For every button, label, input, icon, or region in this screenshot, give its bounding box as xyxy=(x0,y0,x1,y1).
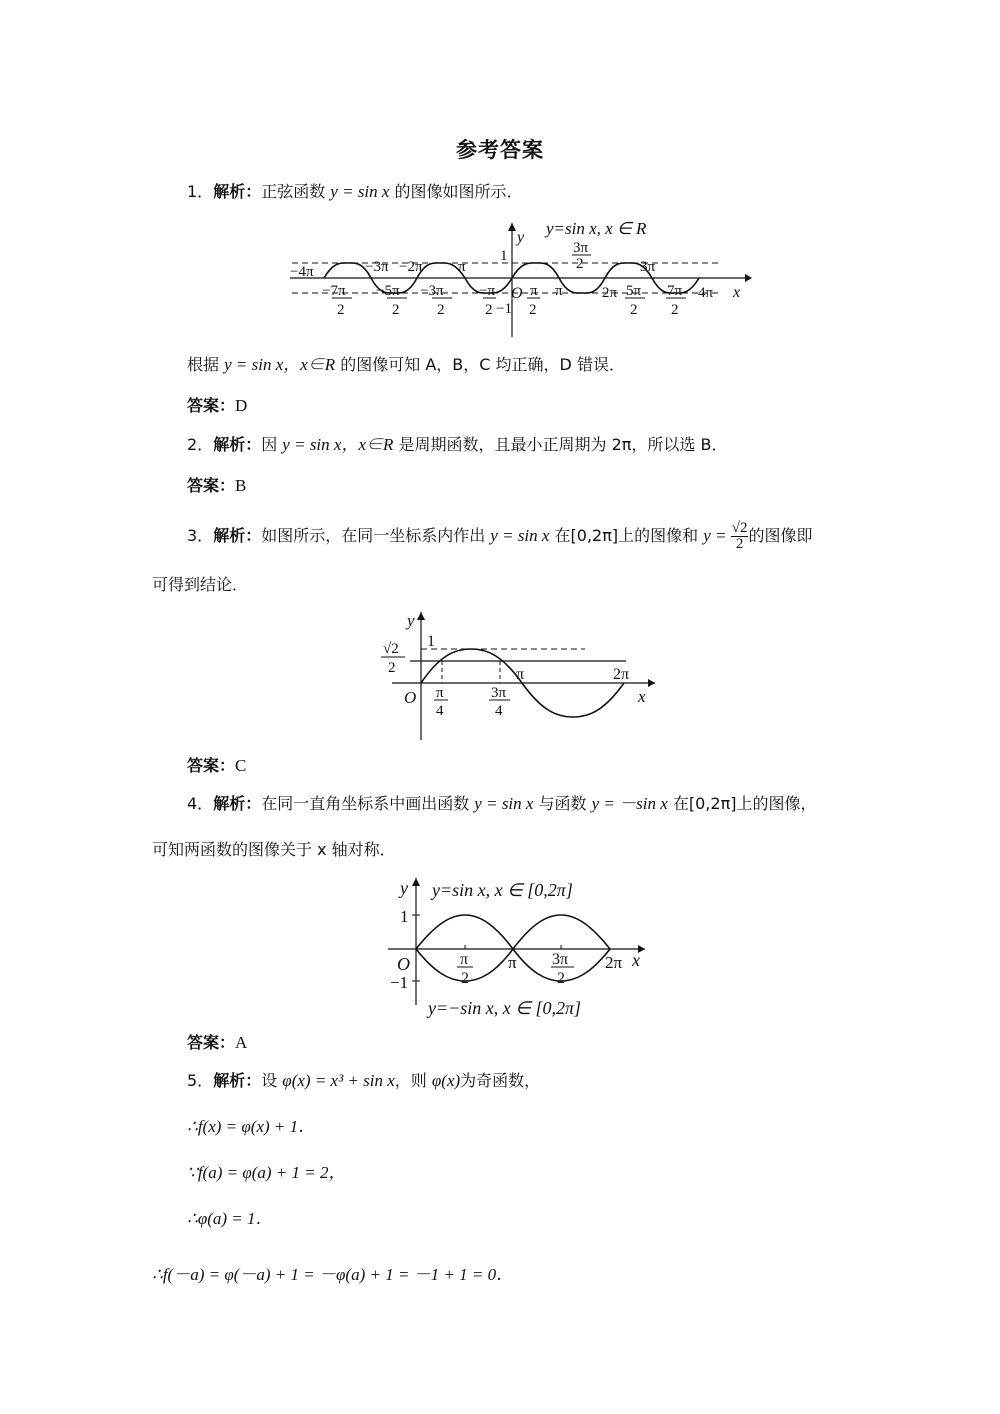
svg-text:1: 1 xyxy=(400,907,409,926)
svg-text:2: 2 xyxy=(392,302,400,318)
svg-text:2π: 2π xyxy=(602,285,618,301)
math-expression: y = sin x，x∈R xyxy=(282,435,394,454)
text: 在[0,2π]上的图像， xyxy=(667,794,817,813)
q2-answer xyxy=(187,475,246,497)
math-expression: y = sin x xyxy=(330,182,390,201)
svg-text:2: 2 xyxy=(557,970,565,987)
svg-text:π: π xyxy=(530,283,538,299)
answer-label: 答案： xyxy=(187,1033,236,1052)
math-expression: y = sin x，x∈R xyxy=(224,355,336,374)
svg-text:−3π: −3π xyxy=(420,283,444,299)
svg-text:2: 2 xyxy=(671,302,679,318)
svg-text:−3π: −3π xyxy=(365,259,389,275)
q2-analysis xyxy=(187,434,727,456)
analysis-label: 解析： xyxy=(213,1071,262,1090)
q4-analysis xyxy=(187,793,816,815)
svg-text:π: π xyxy=(436,685,444,701)
svg-text:3π: 3π xyxy=(573,240,589,256)
question-number: 4． xyxy=(187,794,214,813)
analysis-label: 解析： xyxy=(213,526,262,545)
svg-text:π: π xyxy=(458,259,466,275)
question-number: 2． xyxy=(187,435,214,454)
svg-text:1: 1 xyxy=(500,248,508,264)
q4-analysis-continued: 可知两函数的图像关于 x 轴对称． xyxy=(152,840,396,859)
q1-sine-graph xyxy=(280,215,760,345)
numerator: √2 xyxy=(731,520,748,536)
q5-step-1: ∴f(x) = φ(x) + 1． xyxy=(187,1117,316,1136)
answer-label: 答案： xyxy=(187,756,236,775)
question-number: 5． xyxy=(187,1071,214,1090)
svg-text:2: 2 xyxy=(576,256,584,272)
math-expression: φ(x) = x³ + sin x xyxy=(282,1071,395,1090)
answer-label: 答案： xyxy=(187,476,236,495)
svg-text:−5π: −5π xyxy=(376,283,400,299)
text: 与函数 xyxy=(533,794,592,813)
y-axis-label: y xyxy=(400,878,408,898)
graph-caption-top: y=sin x, x ∈ [0,2π] xyxy=(432,880,573,900)
svg-text:√2: √2 xyxy=(383,641,399,657)
svg-text:1: 1 xyxy=(427,633,435,650)
question-number: 3． xyxy=(187,526,214,545)
svg-text:2π: 2π xyxy=(613,666,630,683)
text: 根据 xyxy=(187,355,225,374)
denominator: 2 xyxy=(735,536,744,552)
svg-text:−1: −1 xyxy=(390,973,409,992)
q3-analysis xyxy=(187,521,812,552)
math-expression: y = －sin x xyxy=(591,794,668,813)
graph-caption-bottom: y=−sin x, x ∈ [0,2π] xyxy=(428,998,581,1018)
answer-value: D xyxy=(235,396,248,415)
math-expression: φ(x) xyxy=(431,1071,461,1090)
q3-sine-graph xyxy=(370,600,670,750)
svg-text:2: 2 xyxy=(630,302,638,318)
svg-text:3π: 3π xyxy=(640,259,656,275)
analysis-label: 解析： xyxy=(213,794,262,813)
svg-text:π: π xyxy=(516,666,525,683)
svg-text:−1: −1 xyxy=(496,301,512,317)
svg-text:−7π: −7π xyxy=(322,283,346,299)
svg-text:2: 2 xyxy=(437,302,445,318)
graph-caption: y=sin x, x ∈ R xyxy=(546,219,647,238)
q3-answer xyxy=(187,755,246,777)
svg-text:2: 2 xyxy=(529,302,537,318)
svg-text:3π: 3π xyxy=(491,685,507,701)
q1-conclusion xyxy=(187,354,625,376)
question-number: 1． xyxy=(187,182,214,201)
y-axis-label: y xyxy=(407,611,415,630)
x-axis-label: x xyxy=(638,687,646,706)
origin-label: O xyxy=(511,285,523,302)
math-expression: y = sin x xyxy=(490,526,550,545)
page-title: 参考答案 xyxy=(456,138,544,162)
svg-text:2π: 2π xyxy=(605,953,623,972)
svg-text:−2π: −2π xyxy=(399,259,423,275)
answer-value: A xyxy=(235,1033,248,1052)
text: 是周期函数，且最小正周期为 2π，所以选 B． xyxy=(393,435,728,454)
text: 在同一直角坐标系中画出函数 xyxy=(261,794,475,813)
svg-text:2: 2 xyxy=(337,302,345,318)
text: 为奇函数， xyxy=(460,1071,541,1090)
analysis-label: 解析： xyxy=(213,435,262,454)
text: 设 xyxy=(261,1071,283,1090)
q4-answer xyxy=(187,1032,247,1054)
svg-text:2: 2 xyxy=(388,660,396,676)
math-expression: y = sin x xyxy=(474,794,534,813)
svg-text:−π: −π xyxy=(479,283,496,299)
svg-text:5π: 5π xyxy=(626,283,642,299)
svg-text:2: 2 xyxy=(461,970,469,987)
origin-label: O xyxy=(397,954,410,974)
svg-text:4: 4 xyxy=(436,703,444,719)
q1-answer xyxy=(187,395,247,417)
x-axis-label: x xyxy=(733,284,741,301)
svg-text:π: π xyxy=(555,283,563,299)
y-axis-label: y xyxy=(517,229,525,246)
svg-text:4: 4 xyxy=(495,703,503,719)
text: ，则 xyxy=(394,1071,432,1090)
math-expression: y = xyxy=(703,526,731,545)
q5-step-4: ∴f(－a) = φ(－a) + 1 = －φ(a) + 1 = －1 + 1 = 0． xyxy=(152,1265,514,1284)
q4-sine-graphs xyxy=(380,870,660,1030)
fraction xyxy=(731,521,749,552)
q5-analysis xyxy=(187,1070,540,1092)
answer-value: C xyxy=(235,756,247,775)
answer-value: B xyxy=(235,476,247,495)
svg-text:3π: 3π xyxy=(552,951,569,968)
analysis-label: 解析： xyxy=(213,182,262,201)
svg-text:2: 2 xyxy=(485,302,493,318)
text: 如图所示，在同一坐标系内作出 xyxy=(261,526,491,545)
svg-text:−4π: −4π xyxy=(290,264,314,280)
text: 的图像如图所示． xyxy=(389,182,523,201)
text: 正弦函数 xyxy=(261,182,331,201)
text: 在[0,2π]上的图像和 xyxy=(549,526,704,545)
svg-text:π: π xyxy=(460,951,469,968)
svg-text:7π: 7π xyxy=(667,283,683,299)
x-axis-label: x xyxy=(632,950,640,970)
text: 的图像可知 A，B，C 均正确，D 错误． xyxy=(335,355,625,374)
q5-step-3: ∴φ(a) = 1． xyxy=(187,1209,273,1228)
q3-analysis-continued: 可得到结论． xyxy=(152,575,249,594)
origin-label: O xyxy=(404,688,417,707)
svg-text:4π: 4π xyxy=(698,285,714,301)
answer-label: 答案： xyxy=(187,396,236,415)
svg-text:π: π xyxy=(508,953,517,972)
q1-analysis xyxy=(187,181,523,203)
text: 因 xyxy=(261,435,283,454)
q5-step-2: ∵f(a) = φ(a) + 1 = 2， xyxy=(187,1163,346,1182)
text: 的图像即 xyxy=(748,526,813,545)
